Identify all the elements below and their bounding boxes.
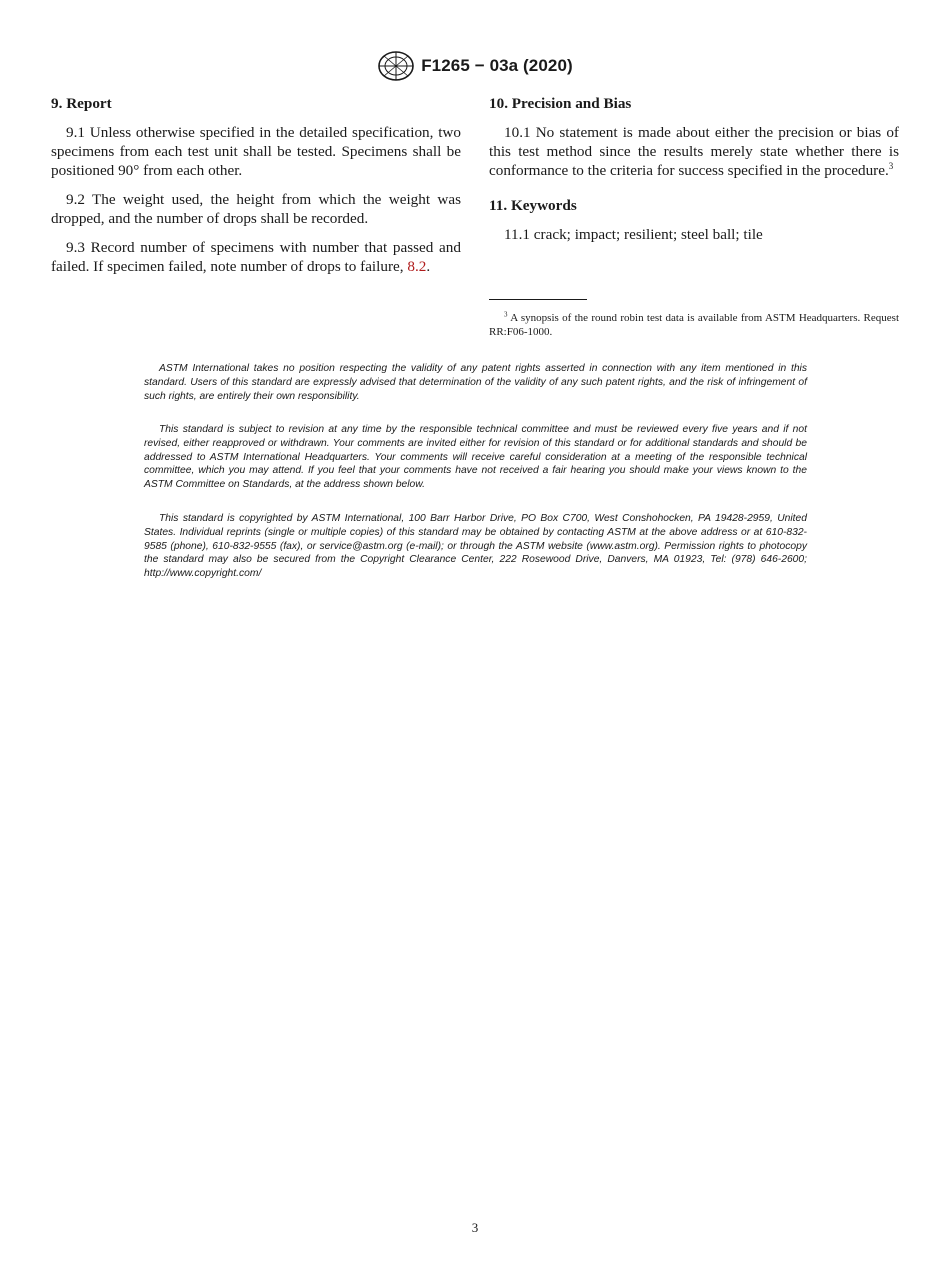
astm-logo-icon xyxy=(377,50,415,82)
left-column xyxy=(51,94,461,286)
section-heading-keywords: 11. Keywords xyxy=(489,197,577,214)
paragraph-10-1 xyxy=(489,123,899,180)
paragraph-10-1-text: 10.1 No statement is made about either the precision or bias of this test method since the results merely state whether there is conformance to the criteria for success specified in the procedure. xyxy=(489,124,899,179)
paragraph-9-2: 9.2 The weight used, the height from which the weight was dropped, and the number of drops shall be recorded. xyxy=(51,191,461,227)
paragraph-11-1: 11.1 crack; impact; resilient; steel ball; tile xyxy=(504,226,763,243)
footnote-number: 3 xyxy=(504,310,508,319)
revision-notice: This standard is subject to revision at any time by the responsible technical committee and must be reviewed every five years and if not revised, either reapproved or withdrawn. Your comments are invited either for revision of this standard or for additional standards and should be addressed to ASTM International Headquarters. Your comments will receive careful consideration at a meeting of the responsible technical committee, which you may attend. If you feel that your comments have not received a fair hearing you should make your views known to the ASTM Committee on Standards, at the address shown below. xyxy=(144,424,807,491)
right-column xyxy=(489,94,899,254)
page-header xyxy=(0,50,950,82)
section-reference-link[interactable]: 8.2 xyxy=(407,258,427,275)
section-heading-report: 9. Report xyxy=(51,95,112,112)
paragraph-9-3 xyxy=(51,238,461,276)
paragraph-9-1: 9.1 Unless otherwise specified in the detailed specification, two specimens from each test unit shall be tested. Specimens shall be positioned 90° from each other. xyxy=(51,124,461,179)
footnote-marker[interactable]: 3 xyxy=(888,160,894,171)
paragraph-9-3-end: . xyxy=(426,258,431,275)
footnote-3 xyxy=(489,311,899,339)
footnote-text: A synopsis of the round robin test data is available from ASTM Headquarters. Request RR:F06-1000. xyxy=(489,312,899,338)
document-designation: F1265 − 03a (2020) xyxy=(421,56,573,75)
footnote-divider xyxy=(489,299,587,300)
page-number: 3 xyxy=(471,1220,479,1235)
copyright-notice: This standard is copyrighted by ASTM International, 100 Barr Harbor Drive, PO Box C700, West Conshohocken, PA 19428-2959, United States. Individual reprints (single or multiple copies) of this standard may be obtained by contacting ASTM at the above address or at 610-832-9585 (phone), 610-832-9555 (fax), or service@astm.org (e-mail); or through the ASTM website (www.astm.org). Permission rights to photocopy the standard may also be secured from the Copyright Clearance Center, 222 Rosewood Drive, Danvers, MA 01923, Tel: (978) 646-2600; http://www.copyright.com/ xyxy=(144,513,807,580)
patent-notice: ASTM International takes no position respecting the validity of any patent rights asserted in connection with any item mentioned in this standard. Users of this standard are expressly advised that determination of the validity of any such patent rights, and the risk of infringement of such rights, are entirely their own responsibility. xyxy=(144,363,807,402)
section-heading-precision-bias: 10. Precision and Bias xyxy=(489,95,632,112)
paragraph-9-3-text: 9.3 Record number of specimens with number that passed and failed. If specimen failed, note number of drops to failure, xyxy=(51,239,461,275)
